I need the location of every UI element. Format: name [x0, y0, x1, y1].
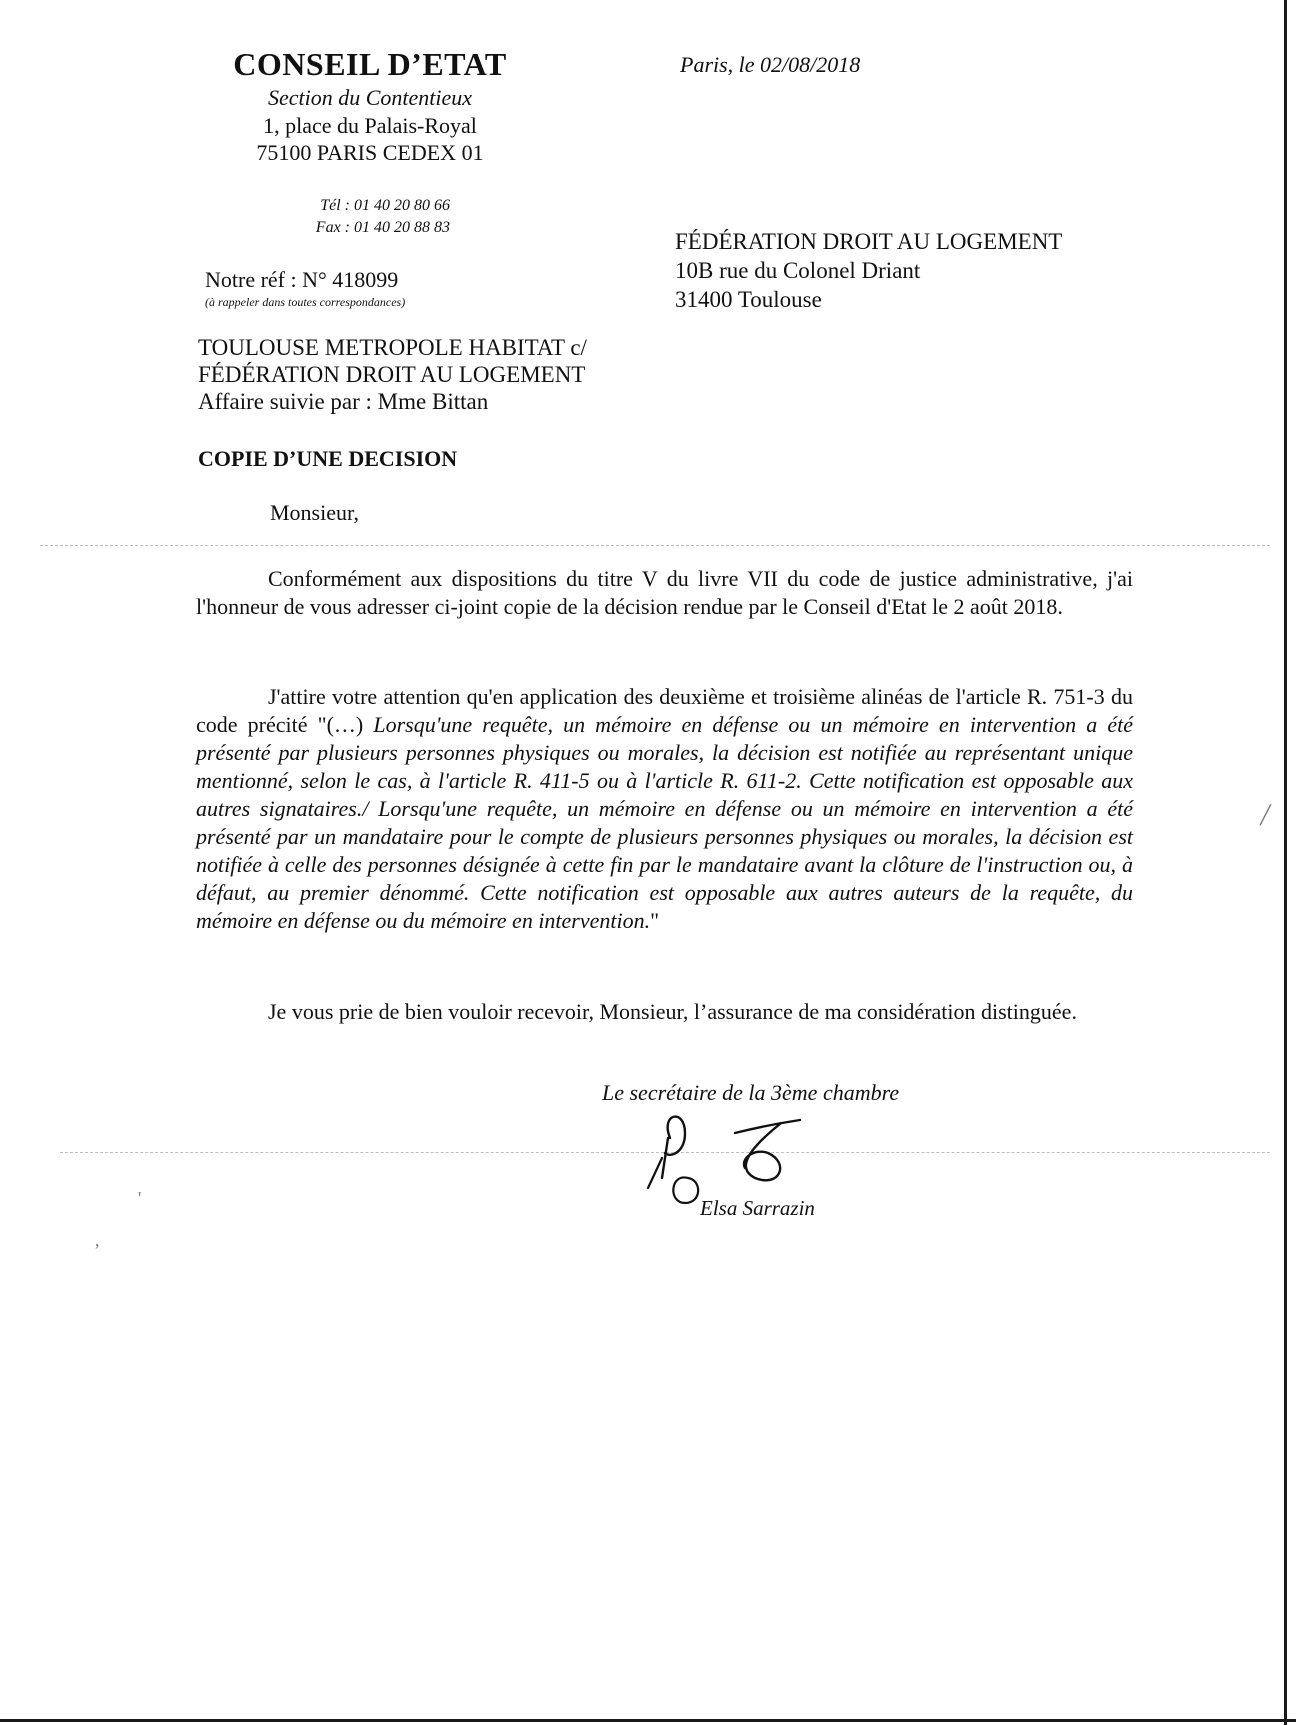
contact-block: [270, 195, 450, 239]
scan-edge-bottom: [0, 1719, 1296, 1722]
sender-tel: Tél : 01 40 20 80 66: [320, 197, 450, 214]
recipient-street: 10B rue du Colonel Driant: [675, 258, 921, 283]
signer-name: Elsa Sarrazin: [700, 1196, 815, 1220]
subject-heading: COPIE D’UNE DECISION: [198, 446, 458, 471]
scan-mark: ,: [95, 1230, 100, 1250]
paragraph-1-text: Conformément aux dispositions du titre V du livre VII du code de justice administrative, j'ai l'honneur de vous adresser ci-joint copie de la décision rendue par le Conseil d'Etat le 2 août 2018.: [196, 566, 1133, 619]
reference-block: [205, 266, 405, 310]
reference-note: (à rappeler dans toutes correspondances): [205, 295, 406, 309]
sender-address-line1: 1, place du Palais-Royal: [263, 113, 477, 138]
sender-section: Section du Contentieux: [267, 85, 473, 110]
salutation: Monsieur,: [270, 500, 359, 525]
sender-fax: Fax : 01 40 20 88 83: [315, 219, 450, 236]
scan-edge-right: [1284, 0, 1287, 1725]
date-line: Paris, le 02/08/2018: [680, 52, 861, 77]
paragraph-1: [196, 565, 1133, 621]
reference-number: Notre réf : N° 418099: [205, 267, 399, 292]
scan-mark: ╱: [1260, 805, 1271, 825]
paragraph-2-end: ": [650, 908, 660, 933]
sender-block: [200, 44, 540, 166]
case-line3: Affaire suivie par : Mme Bittan: [198, 389, 489, 414]
sender-org: CONSEIL D’ETAT: [233, 46, 507, 82]
paragraph-2-quote: Lorsqu'une requête, un mémoire en défense ou un mémoire en intervention a été présenté par plusieurs personnes physiques ou morales, la décision est notifiée au représentant unique mentionné, selon le cas, à l'article R. 411-5 ou à l'article R. 611-2. Cette notification est opposable aux autres signataires./ Lorsqu'une requête, un mémoire en défense ou un mémoire en intervention a été présenté par un mandataire pour le compte de plusieurs personnes physiques ou morales, la décision est notifiée à celle des personnes désignée à cette fin par le mandataire avant la clôture de l'instruction ou, à défaut, au premier dénommé. Cette notification est opposable aux autres auteurs de la requête, du mémoire en défense ou du mémoire en intervention.: [196, 712, 1133, 933]
paragraph-3-text: Je vous prie de bien vouloir recevoir, Monsieur, l’assurance de ma considération distinguée.: [268, 999, 1077, 1024]
recipient-name: FÉDÉRATION DROIT AU LOGEMENT: [675, 229, 1063, 254]
case-line1: TOULOUSE METROPOLE HABITAT c/: [198, 335, 587, 360]
fold-line-upper: [40, 545, 1270, 546]
sender-address-line2: 75100 PARIS CEDEX 01: [256, 140, 484, 165]
case-line2: FÉDÉRATION DROIT AU LOGEMENT: [198, 362, 586, 387]
paragraph-2: [196, 683, 1133, 935]
paragraph-3: [196, 998, 1133, 1026]
paragraph-2-intro: J'attire votre attention qu'en application des deuxième et troisième alinéas de l'article R. 751-3 du code précité "(…): [196, 684, 1133, 737]
closing-title: Le secrétaire de la 3ème chambre: [602, 1080, 900, 1105]
recipient-city: 31400 Toulouse: [675, 287, 822, 312]
case-block: [198, 334, 587, 415]
recipient-block: [675, 227, 1062, 314]
scan-mark: ': [138, 1188, 142, 1208]
